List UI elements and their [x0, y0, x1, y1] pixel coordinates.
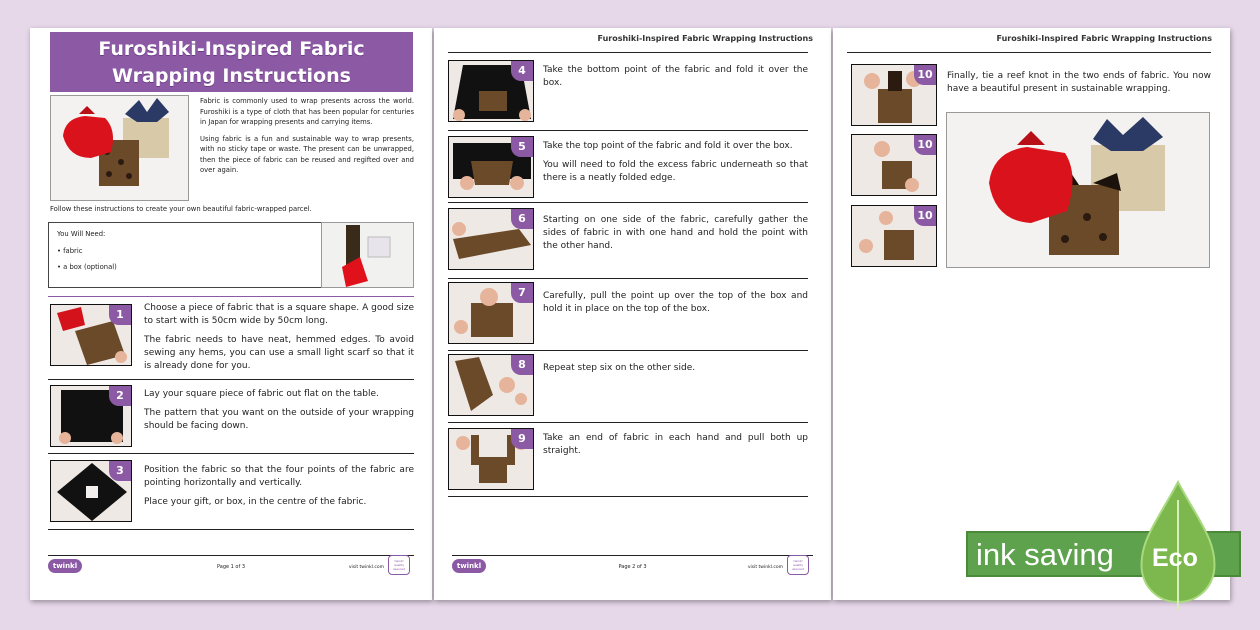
step-10a-badge: 10 — [914, 65, 936, 85]
step-1-badge: 1 — [109, 305, 131, 325]
page-header: Furoshiki-Inspired Fabric Wrapping Instructions — [597, 34, 813, 43]
step-5-text — [543, 140, 808, 185]
step-6-para-1: Starting on one side of the fabric, carefully gather the sides of fabric in with one hand and hold the point with the other hand. — [543, 215, 808, 251]
step-4-para-1: Take the bottom point of the fabric and fold it over the box. — [543, 65, 808, 88]
page-1 — [30, 28, 432, 600]
page-number: Page 2 of 3 — [618, 564, 647, 570]
divider — [847, 52, 1211, 53]
follow-text: Follow these instructions to create your own beautiful fabric-wrapped parcel. — [50, 205, 312, 213]
you-will-need-box — [48, 222, 414, 288]
step-8-text — [543, 362, 808, 375]
need-item-box: • a box (optional) — [57, 263, 117, 271]
eco-badge-text: Eco — [1152, 544, 1198, 572]
final-present-photo — [946, 112, 1210, 268]
divider — [448, 202, 808, 203]
intro-paragraph-1: Fabric is commonly used to wrap presents across the world. Furoshiki is a type of cloth that has been popular for centuries in Japan for wrapping presents and carrying items. — [200, 97, 414, 126]
ink-saving-eco-badge — [966, 480, 1246, 610]
step-1-photo — [50, 304, 132, 366]
step-3-photo — [50, 460, 132, 522]
divider — [48, 453, 414, 454]
divider — [48, 379, 414, 380]
step-7-photo — [448, 282, 534, 344]
step-10c-photo — [851, 205, 937, 267]
eco-label: ink saving — [976, 537, 1114, 572]
quality-assured-badge: twinkl quality assured — [787, 555, 809, 575]
step-7-para-1: Carefully, pull the point up over the top of the box and hold it in place on the top of the box. — [543, 291, 808, 314]
step-6-photo — [448, 208, 534, 270]
step-2-para-1: Lay your square piece of fabric out flat on the table. — [144, 389, 379, 399]
divider — [448, 496, 808, 497]
intro-text — [200, 96, 414, 176]
page-title — [50, 32, 413, 92]
step-8-photo — [448, 354, 534, 416]
footer-line — [452, 555, 813, 556]
step-2-para-2: The pattern that you want on the outside of your wrapping should be facing down. — [144, 408, 414, 431]
step-2-badge: 2 — [109, 386, 131, 406]
step-6-text — [543, 214, 808, 253]
divider — [448, 130, 808, 131]
step-7-badge: 7 — [511, 283, 533, 303]
need-item-fabric: • fabric — [57, 246, 83, 255]
page-number: Page 1 of 3 — [216, 564, 246, 570]
materials-photo — [321, 222, 414, 288]
footer-line — [48, 555, 414, 556]
step-10b-photo — [851, 134, 937, 196]
step-10c-badge: 10 — [914, 206, 936, 226]
step-9-photo — [448, 428, 534, 490]
step-1-text — [144, 302, 414, 373]
step-8-para-1: Repeat step six on the other side. — [543, 363, 696, 373]
page-header: Furoshiki-Inspired Fabric Wrapping Instructions — [996, 34, 1212, 43]
step-6-badge: 6 — [511, 209, 533, 229]
visit-link: visit twinkl.com — [747, 565, 783, 570]
step-9-text — [543, 432, 808, 458]
step-3-para-1: Position the fabric so that the four points of the fabric are pointing horizontally and vertically. — [144, 465, 414, 488]
divider — [448, 278, 808, 279]
intro-paragraph-2: Using fabric is a fun and sustainable way to wrap presents, with no sticky tape or waste. The present can be unwrapped, then the piece of fabric can be reused and regifted over and over again. — [200, 134, 414, 174]
step-10-text: Finally, tie a reef knot in the two ends of fabric. You now have a beautiful present in sustainable wrapping. — [947, 71, 1211, 94]
step-1-para-2: The fabric needs to have neat, hemmed edges. To avoid sewing any hems, you can use a small light scarf so that it is already done for you. — [144, 335, 414, 371]
step-3-para-2: Place your gift, or box, in the centre of the fabric. — [144, 497, 367, 507]
step-8-badge: 8 — [511, 355, 533, 375]
page-2 — [434, 28, 831, 600]
step-2-text — [144, 388, 414, 433]
step-10a-photo — [851, 64, 937, 126]
divider — [448, 52, 808, 53]
visit-link: visit twinkl.com — [348, 565, 384, 570]
step-9-para-1: Take an end of fabric in each hand and pull both up straight. — [543, 433, 808, 456]
step-7-text — [543, 290, 808, 316]
twinkl-logo: twinkl — [48, 559, 82, 573]
title-line-2: Wrapping Instructions — [112, 65, 351, 87]
step-5-para-2: You will need to fold the excess fabric underneath so that there is a neatly folded edge. — [543, 160, 808, 183]
divider — [48, 296, 414, 297]
step-1-para-1: Choose a piece of fabric that is a square shape. A good size to start with is 50cm wide by 50cm long. — [144, 303, 414, 326]
divider — [48, 529, 414, 530]
title-line-1: Furoshiki-Inspired Fabric — [98, 38, 365, 60]
divider — [448, 422, 808, 423]
step-4-text — [543, 64, 808, 90]
step-4-badge: 4 — [511, 61, 533, 81]
step-9-badge: 9 — [511, 429, 533, 449]
step-5-para-1: Take the top point of the fabric and fold it over the box. — [543, 141, 793, 151]
twinkl-logo: twinkl — [452, 559, 486, 573]
need-title: You Will Need: — [57, 230, 106, 238]
step-10b-badge: 10 — [914, 135, 936, 155]
step-3-badge: 3 — [109, 461, 131, 481]
step-3-text — [144, 464, 414, 509]
step-2-photo — [50, 385, 132, 447]
step-5-photo — [448, 136, 534, 198]
step-5-badge: 5 — [511, 137, 533, 157]
quality-assured-badge: twinkl quality assured — [388, 555, 410, 575]
divider — [448, 350, 808, 351]
hero-photo — [50, 95, 189, 201]
step-4-photo — [448, 60, 534, 122]
